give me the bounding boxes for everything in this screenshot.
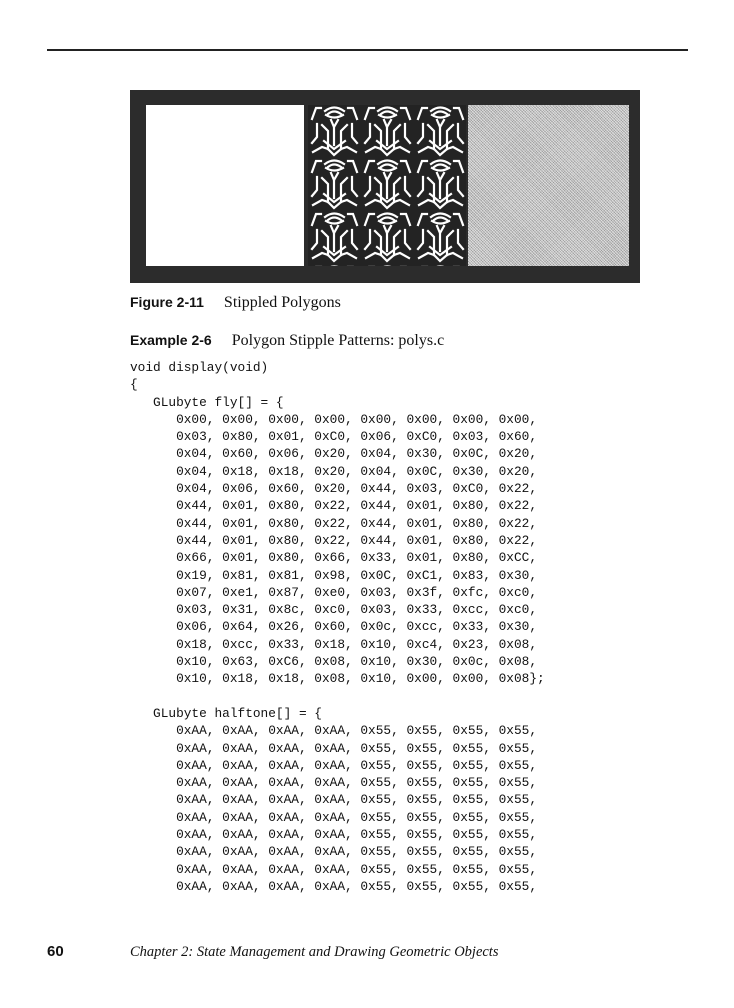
- code-line: 0x00, 0x00, 0x00, 0x00, 0x00, 0x00, 0x00, 0x00,: [130, 411, 538, 427]
- solid-white-polygon: [146, 105, 304, 266]
- code-line: GLubyte halftone[] = {: [130, 705, 322, 721]
- code-line: 0xAA, 0xAA, 0xAA, 0xAA, 0x55, 0x55, 0x55, 0x55,: [130, 878, 538, 894]
- code-line: 0xAA, 0xAA, 0xAA, 0xAA, 0x55, 0x55, 0x55, 0x55,: [130, 809, 538, 825]
- halftone-stipple-polygon: [468, 105, 629, 266]
- code-line: 0x04, 0x18, 0x18, 0x20, 0x04, 0x0C, 0x30, 0x20,: [130, 463, 538, 479]
- code-line: 0x66, 0x01, 0x80, 0x66, 0x33, 0x01, 0x80, 0xCC,: [130, 550, 538, 566]
- code-listing: [130, 359, 710, 919]
- code-line: 0xAA, 0xAA, 0xAA, 0xAA, 0x55, 0x55, 0x55, 0x55,: [130, 861, 538, 877]
- figure-caption: [130, 294, 341, 312]
- figure-title: Stippled Polygons: [223, 294, 341, 311]
- code-line: 0x10, 0x18, 0x18, 0x08, 0x10, 0x00, 0x00, 0x08};: [130, 671, 545, 687]
- code-line: 0x44, 0x01, 0x80, 0x22, 0x44, 0x01, 0x80, 0x22,: [130, 515, 538, 531]
- page-number: 60: [47, 943, 64, 960]
- code-line: 0x04, 0x60, 0x06, 0x20, 0x04, 0x30, 0x0C, 0x20,: [130, 446, 538, 462]
- code-line: {: [130, 377, 138, 393]
- code-line: 0xAA, 0xAA, 0xAA, 0xAA, 0x55, 0x55, 0x55, 0x55,: [130, 775, 538, 791]
- code-line: 0xAA, 0xAA, 0xAA, 0xAA, 0x55, 0x55, 0x55, 0x55,: [130, 827, 538, 843]
- code-line: void display(void): [130, 360, 269, 375]
- code-line: 0xAA, 0xAA, 0xAA, 0xAA, 0x55, 0x55, 0x55, 0x55,: [130, 723, 538, 739]
- code-line: 0x07, 0xe1, 0x87, 0xe0, 0x03, 0x3f, 0xfc, 0xc0,: [130, 584, 538, 600]
- header-rule: [47, 49, 688, 51]
- code-line: 0x03, 0x31, 0x8c, 0xc0, 0x03, 0x33, 0xcc, 0xc0,: [130, 602, 538, 618]
- example-caption: [130, 332, 444, 350]
- code-line: 0x44, 0x01, 0x80, 0x22, 0x44, 0x01, 0x80, 0x22,: [130, 532, 538, 548]
- code-line: 0x04, 0x06, 0x60, 0x20, 0x44, 0x03, 0xC0, 0x22,: [130, 481, 538, 497]
- code-line: 0xAA, 0xAA, 0xAA, 0xAA, 0x55, 0x55, 0x55, 0x55,: [130, 844, 538, 860]
- code-line: 0x44, 0x01, 0x80, 0x22, 0x44, 0x01, 0x80, 0x22,: [130, 498, 538, 514]
- code-line: 0x18, 0xcc, 0x33, 0x18, 0x10, 0xc4, 0x23, 0x08,: [130, 636, 538, 652]
- example-title: Polygon Stipple Patterns: polys.c: [231, 332, 445, 349]
- code-line: 0x10, 0x63, 0xC6, 0x08, 0x10, 0x30, 0x0c, 0x08,: [130, 654, 538, 670]
- code-line: 0x06, 0x64, 0x26, 0x60, 0x0c, 0xcc, 0x33, 0x30,: [130, 619, 538, 635]
- code-line: 0xAA, 0xAA, 0xAA, 0xAA, 0x55, 0x55, 0x55, 0x55,: [130, 757, 538, 773]
- code-line: 0x03, 0x80, 0x01, 0xC0, 0x06, 0xC0, 0x03, 0x60,: [130, 429, 538, 445]
- code-line: 0xAA, 0xAA, 0xAA, 0xAA, 0x55, 0x55, 0x55, 0x55,: [130, 740, 538, 756]
- chapter-title: Chapter 2: State Management and Drawing Geometric Objects: [130, 944, 499, 960]
- fly-stipple-polygon: [308, 105, 466, 266]
- figure-label: Figure 2-11: [130, 294, 204, 310]
- example-label: Example 2-6: [130, 332, 212, 348]
- code-line: 0xAA, 0xAA, 0xAA, 0xAA, 0x55, 0x55, 0x55, 0x55,: [130, 792, 538, 808]
- code-line: GLubyte fly[] = {: [130, 394, 284, 410]
- code-line: 0x19, 0x81, 0x81, 0x98, 0x0C, 0xC1, 0x83, 0x30,: [130, 567, 538, 583]
- stippled-polygons-figure: [130, 90, 640, 283]
